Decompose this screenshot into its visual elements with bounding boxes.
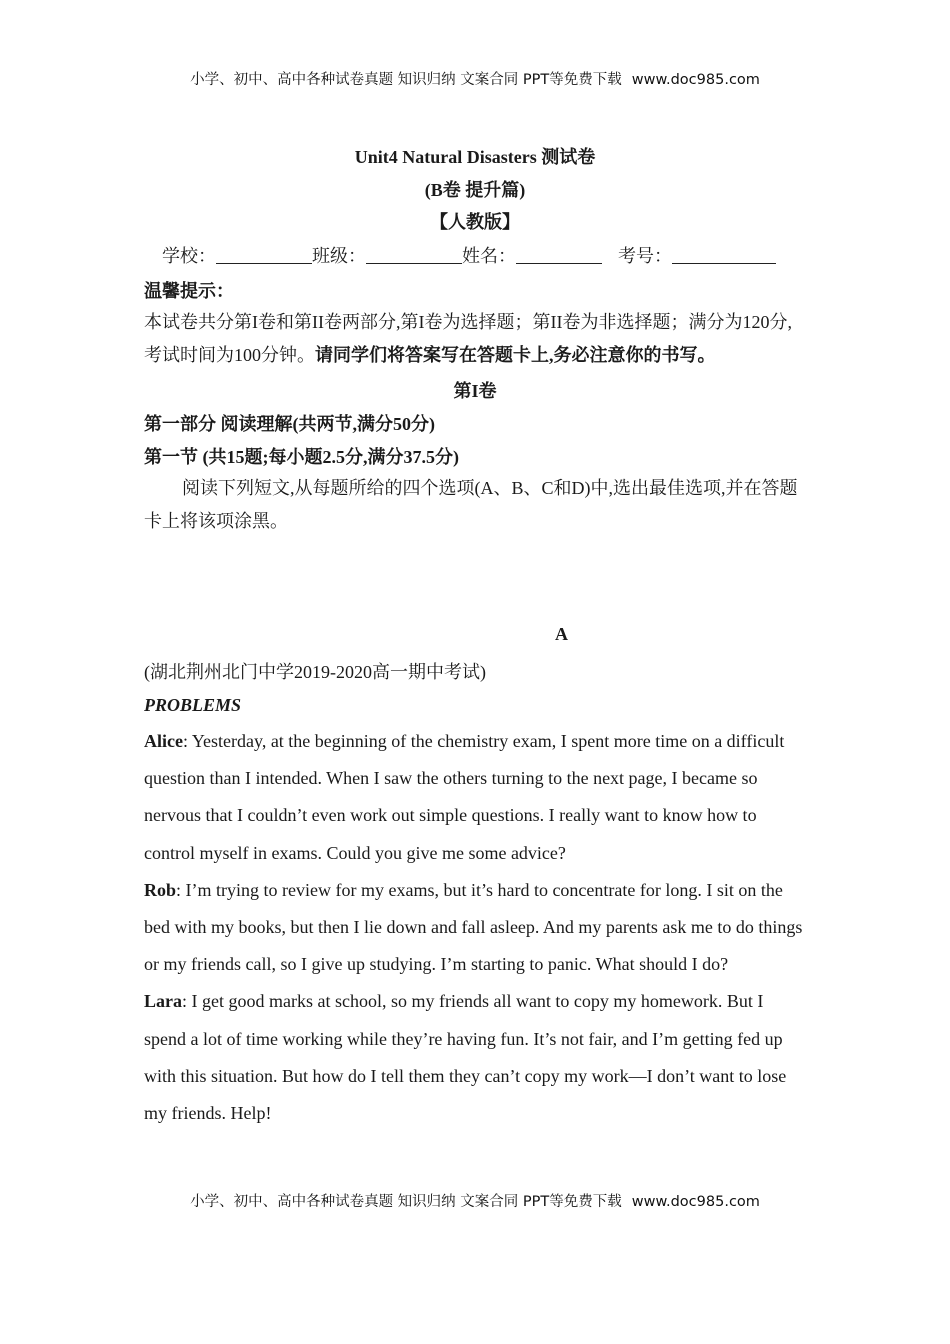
letter-lara: [144, 983, 809, 1132]
volume-heading: 第I卷: [453, 381, 497, 401]
footer-url[interactable]: www.doc985.com: [631, 1194, 760, 1210]
header-text: 小学、初中、高中各种试卷真题 知识归纳 文案合同 PPT等免费下载: [190, 72, 622, 88]
passage-body: [144, 723, 809, 1132]
part-heading: 第一部分 阅读理解(共两节,满分50分): [144, 414, 435, 434]
header-url[interactable]: www.doc985.com: [631, 72, 760, 88]
letter-text: : Yesterday, at the beginning of the chemistry exam, I spent more time on a difficult question than I intended. When I saw the others turning to the next page, I became so nervous that I couldn’t even work out simple questions. I really want to know how to control myself in exams. Could you give me some advice?: [144, 731, 785, 863]
number-label: 考号：: [618, 246, 672, 266]
passage-label: A: [555, 624, 568, 644]
school-label: 学校：: [162, 246, 216, 266]
notice-normal: 本试卷共分第I卷和第II卷两部分,第I卷为选择题；第II卷为非选择题；满分为120分,考试时间为100分钟。: [144, 312, 792, 365]
letter-name: Rob: [144, 879, 177, 900]
footer-text: 小学、初中、高中各种试卷真题 知识归纳 文案合同 PPT等免费下载: [190, 1194, 622, 1210]
document-title: Unit4 Natural Disasters 测试卷: [354, 147, 596, 167]
section-heading: 第一节 (共15题;每小题2.5分,满分37.5分): [144, 447, 459, 467]
school-blank[interactable]: [216, 245, 312, 264]
letter-name: Lara: [144, 991, 182, 1012]
letter-text: : I get good marks at school, so my friends all want to copy my homework. But I spend a lot of time working while they’re having fun. It’s not fair, and I’m getting fed up with this situation. But how do I tell them they can’t copy my work—I don’t want to lose my friends. Help!: [144, 991, 787, 1124]
letter-alice: [144, 723, 809, 872]
page-header: [0, 68, 950, 89]
notice-bold: 请同学们将答案写在答题卡上,务必注意你的书写。: [315, 344, 716, 365]
notice-label: 温馨提示：: [144, 281, 234, 301]
name-label: 姓名：: [462, 246, 516, 266]
instruction-paragraph: 阅读下列短文,从每题所给的四个选项(A、B、C和D)中,选出最佳选项,并在答题卡上将该项涂黑。: [144, 478, 798, 531]
passage-source: (湖北荆州北门中学2019-2020高一期中考试): [144, 662, 486, 682]
notice-paragraph: [144, 306, 809, 371]
letter-text: : I’m trying to review for my exams, but it’s hard to concentrate for long. I sit on the bed with my books, but then I lie down and fall asleep. And my parents ask me to do things or my friends call, so I give up studying. I’m starting to panic. What should I do?: [144, 879, 803, 975]
name-blank[interactable]: [516, 245, 602, 264]
class-blank[interactable]: [366, 245, 462, 264]
number-blank[interactable]: [672, 245, 776, 264]
passage-title: PROBLEMS: [144, 695, 242, 715]
student-info-row: [162, 242, 802, 268]
edition-label: 【人教版】: [430, 212, 520, 232]
class-label: 班级：: [312, 246, 366, 266]
letter-name: Alice: [144, 731, 183, 751]
document-subtitle: (B卷 提升篇): [424, 180, 526, 200]
letter-rob: [144, 872, 809, 984]
page-footer: [0, 1190, 950, 1211]
